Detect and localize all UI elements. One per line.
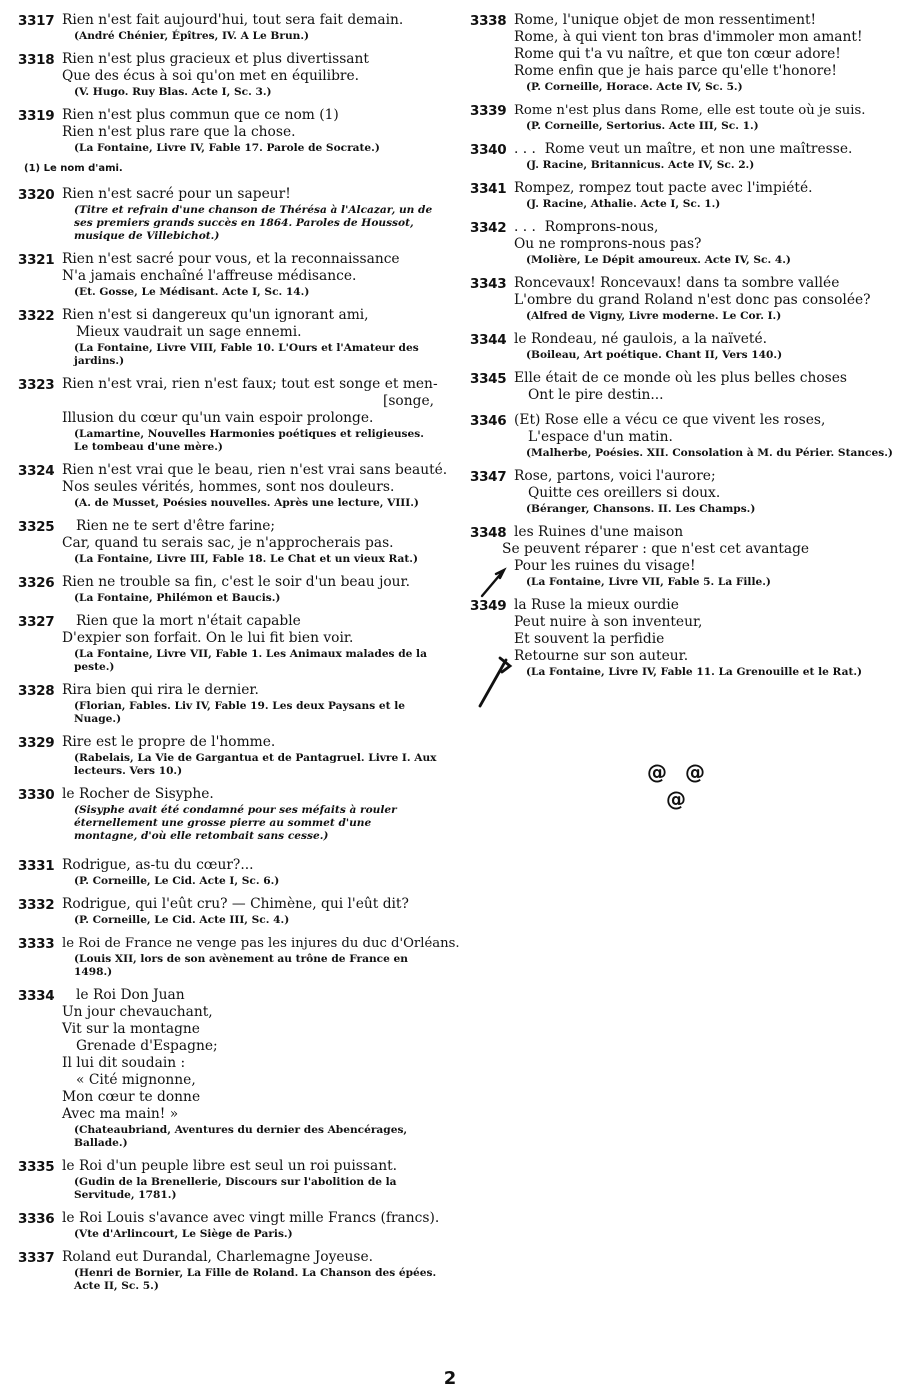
entry-3345: 3345 Elle était de ce monde où les plus belles choses Ont le pire destin... [470,370,847,403]
entry-3332: 3332 Rodrigue, qui l'eût cru? — Chimène, qui l'eût dit? (P. Corneille, Le Cid. Acte III, Sc. 4.) [18,896,409,926]
entry-3322: 3322 Rien n'est si dangereux qu'un ignorant ami, Mieux vaudrait un sage ennemi. (La Fontaine, Livre VIII, Fable 10. L'Ours et l'Amateur des jardins.) [18,307,419,367]
entry-3333: 3333 le Roi de France ne venge pas les injures du duc d'Orléans. (Louis XII, lors de son avènement au trône de France en 1498.) [18,936,460,978]
entry-3323: 3323 Rien n'est vrai, rien n'est faux; tout est songe et men- [songe, Illusion du cœur qu'un vain espoir prolonge. (Lamartine, Nouvelles Harmonies poétiques et religieuses. Le tombeau d'une mère.) [18,376,438,453]
ornament-3: @ [666,787,686,811]
entry-3318: 3318 Rien n'est plus gracieux et plus divertissant Que des écus à soi qu'on met en équilibre. (V. Hugo. Ruy Blas. Acte I, Sc. 3.) [18,51,369,98]
entry-3342: 3342 . . . Romprons-nous, Ou ne romprons-nous pas? (Molière, Le Dépit amoureux. Acte IV, Sc. 4.) [470,219,791,266]
entry-3335: 3335 le Roi d'un peuple libre est seul un roi puissant. (Gudin de la Brenellerie, Discours sur l'abolition de la Servitude, 1781.) [18,1158,398,1201]
ornament-1: @ [647,760,667,784]
entry-3341: 3341 Rompez, rompez tout pacte avec l'impiété. (J. Racine, Athalie. Acte I, Sc. 1.) [470,180,813,210]
entry-3324: 3324 Rien n'est vrai que le beau, rien n'est vrai sans beauté. Nos seules vérités, hommes, sont nos douleurs. (A. de Musset, Poésies nouvelles. Après une lecture, VIII.) [18,462,448,509]
entry-3329: 3329 Rire est le propre de l'homme. (Rabelais, La Vie de Gargantua et de Pantagruel. Livre I. Aux lecteurs. Vers 10.) [18,734,437,777]
right-column [470,12,895,687]
entry-3319: 3319 Rien n'est plus commun que ce nom (1) Rien n'est plus rare que la chose. (La Fontaine, Livre IV, Fable 17. Parole de Socrate.) [18,107,380,154]
entry-3349: 3349 la Ruse la mieux ourdie Peut nuire à son inventeur, Et souvent la perfidie Retourne sur son auteur. (La Fontaine, Livre IV, Fable 11. La Grenouille et le Rat.) [470,597,863,678]
handwritten-tick-mark-2 [476,652,516,710]
entry-3327: 3327 Rien que la mort n'était capable D'expier son forfait. On le lui fit bien voir. (La Fontaine, Livre VII, Fable 1. Les Animaux malades de la peste.) [18,613,427,673]
entry-3325: 3325 Rien ne te sert d'être farine; Car, quand tu serais sac, je n'approcherais pas. (La Fontaine, Livre III, Fable 18. Le Chat et un vieux Rat.) [18,518,418,565]
entry-3346: 3346 (Et) Rose elle a vécu ce que vivent les roses, L'espace d'un matin. (Malherbe, Poésies. XII. Consolation à M. du Périer. Stances.) [470,412,893,459]
left-column [18,12,460,1301]
entry-3334: 3334 le Roi Don Juan Un jour chevauchant, Vit sur la montagne Grenade d'Espagne; Il lui dit soudain : « Cité mignonne, Mon cœur te donne Avec ma main! » (Chateaubriand, Aventures du dernier des Abencérages, Ballade.) [18,987,408,1149]
entry-3344: 3344 le Rondeau, né gaulois, a la naïveté. (Boileau, Art poétique. Chant II, Vers 140.) [470,331,783,361]
handwritten-tick-mark-1 [478,566,508,600]
entry-3343: 3343 Roncevaux! Roncevaux! dans ta sombre vallée L'ombre du grand Roland n'est donc pas consolée? (Alfred de Vigny, Livre moderne. Le Cor. I.) [470,275,871,322]
footnote: (1) Le nom d'ami. [24,163,123,174]
entry-3320: 3320 Rien n'est sacré pour un sapeur! (Titre et refrain d'une chanson de Thérésa à l'Alcazar, un de ses premiers grands succès en 1864. Paroles de Houssot, musique de Villebichot.) [18,186,433,242]
entry-3338: 3338 Rome, l'unique objet de mon ressentiment! Rome, à qui vient ton bras d'immoler mon amant! Rome qui t'a vu naître, et que ton cœur adore! Rome enfin que je hais parce qu'elle t'honore! (P. Corneille, Horace. Acte IV, Sc. 5.) [470,12,863,93]
entry-3340: 3340 . . . Rome veut un maître, et non une maîtresse. (J. Racine, Britannicus. Acte IV, Sc. 2.) [470,141,853,171]
ornament-2: @ [685,760,705,784]
page-number: 2 [443,1368,457,1389]
entry-3321: 3321 Rien n'est sacré pour vous, et la reconnaissance N'a jamais enchaîné l'affreuse médisance. (Et. Gosse, Le Médisant. Acte I, Sc. 14.) [18,251,400,298]
entry-3337: 3337 Roland eut Durandal, Charlemagne Joyeuse. (Henri de Bornier, La Fille de Roland. La Chanson des épées. Acte II, Sc. 5.) [18,1249,437,1292]
entry-3331: 3331 Rodrigue, as-tu du cœur?... (P. Corneille, Le Cid. Acte I, Sc. 6.) [18,857,280,887]
entry-3317: 3317 Rien n'est fait aujourd'hui, tout sera fait demain. (André Chénier, Épîtres, IV. A Le Brun.) [18,12,404,42]
entry-3330: 3330 le Rocher de Sisyphe. (Sisyphe avait été condamné pour ses méfaits à rouler éternellement une grosse pierre au sommet d'une montagne, d'où elle retombait sans cesse.) [18,786,397,842]
entry-3347: 3347 Rose, partons, voici l'aurore; Quitte ces oreillers si doux. (Béranger, Chansons. II. Les Champs.) [470,468,756,515]
entry-3336: 3336 le Roi Louis s'avance avec vingt mille Francs (francs). (Vte d'Arlincourt, Le Siège de Paris.) [18,1210,440,1240]
entry-3339: 3339 Rome n'est plus dans Rome, elle est toute où je suis. (P. Corneille, Sertorius. Acte III, Sc. 1.) [470,103,866,132]
entry-3348: 3348 les Ruines d'une maison Se peuvent réparer : que n'est cet avantage Pour les ruines du visage! (La Fontaine, Livre VII, Fable 5. La Fille.) [470,524,810,588]
entry-3328: 3328 Rira bien qui rira le dernier. (Florian, Fables. Liv IV, Fable 19. Les deux Paysans et le Nuage.) [18,682,405,725]
entry-3326: 3326 Rien ne trouble sa fin, c'est le soir d'un beau jour. (La Fontaine, Philémon et Baucis.) [18,574,411,604]
